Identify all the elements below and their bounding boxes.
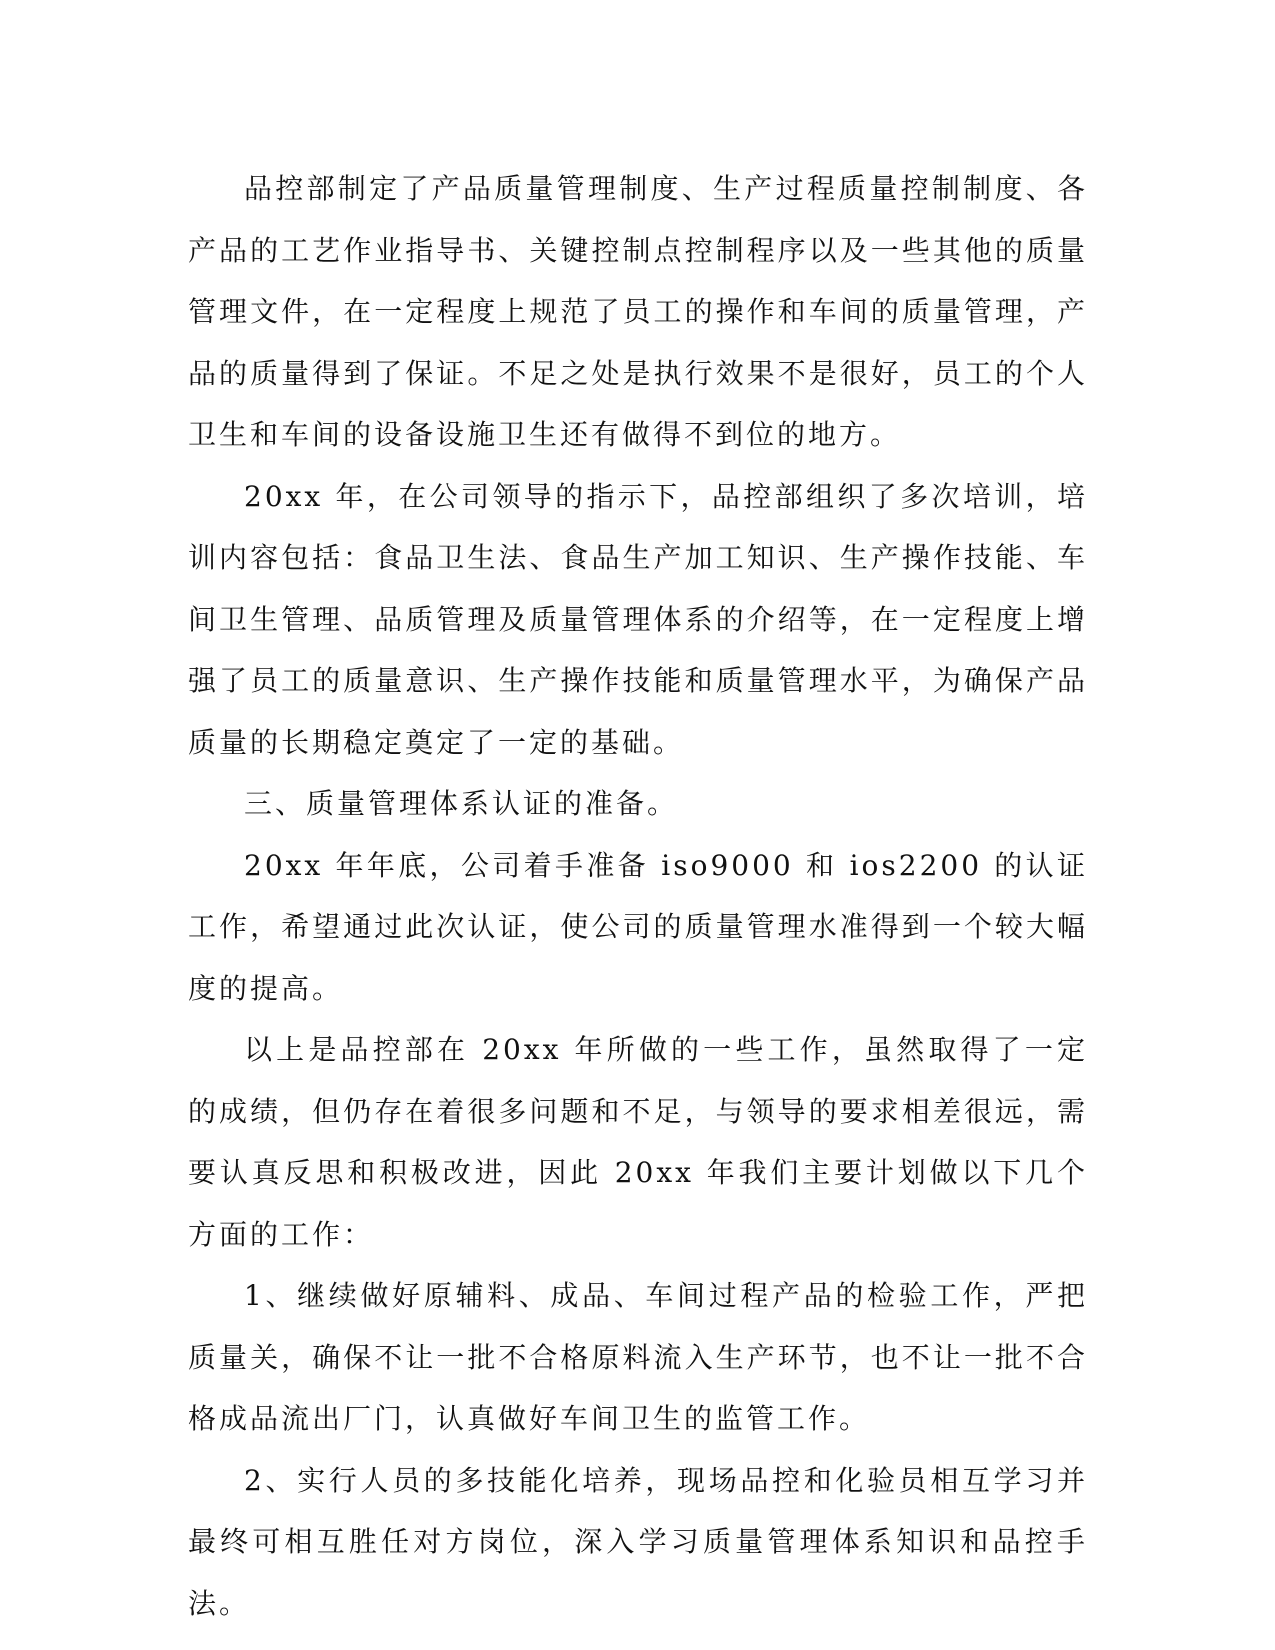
paragraph-plan-item-1: 1、继续做好原辅料、成品、车间过程产品的检验工作，严把质量关，确保不让一批不合格原料流入生产环节，也不让一批不合格成品流出厂门，认真做好车间卫生的监管工作。 xyxy=(188,1279,1088,1435)
document-body xyxy=(188,158,1088,1634)
paragraph-quality-documents: 品控部制定了产品质量管理制度、生产过程质量控制制度、各产品的工艺作业指导书、关键控制点控制程序以及一些其他的质量管理文件，在一定程度上规范了员工的操作和车间的质量管理，产品的质量得到了保证。不足之处是执行效果不是很好，员工的个人卫生和车间的设备设施卫生还有做得不到位的地方。 xyxy=(188,172,1088,451)
paragraph-training: 20xx 年，在公司领导的指示下，品控部组织了多次培训，培训内容包括：食品卫生法、食品生产加工知识、生产操作技能、车间卫生管理、品质管理及质量管理体系的介绍等，在一定程度上增强了员工的质量意识、生产操作技能和质量管理水平，为确保产品质量的长期稳定奠定了一定的基础。 xyxy=(188,479,1088,759)
section-heading-certification: 三、质量管理体系认证的准备。 xyxy=(244,787,679,820)
paragraph-certification-prep: 20xx 年年底，公司着手准备 iso9000 和 ios2200 的认证工作，希望通过此次认证，使公司的质量管理水准得到一个较大幅度的提高。 xyxy=(188,848,1088,1005)
paragraph-summary-plan: 以上是品控部在 20xx 年所做的一些工作，虽然取得了一定的成绩，但仍存在着很多问题和不足，与领导的要求相差很远，需要认真反思和积极改进，因此 20xx 年我们主要计划做以下几个方面的工作： xyxy=(188,1033,1088,1251)
paragraph-plan-item-2: 2、实行人员的多技能化培养，现场品控和化验员相互学习并最终可相互胜任对方岗位，深入学习质量管理体系知识和品控手法。 xyxy=(188,1463,1088,1620)
